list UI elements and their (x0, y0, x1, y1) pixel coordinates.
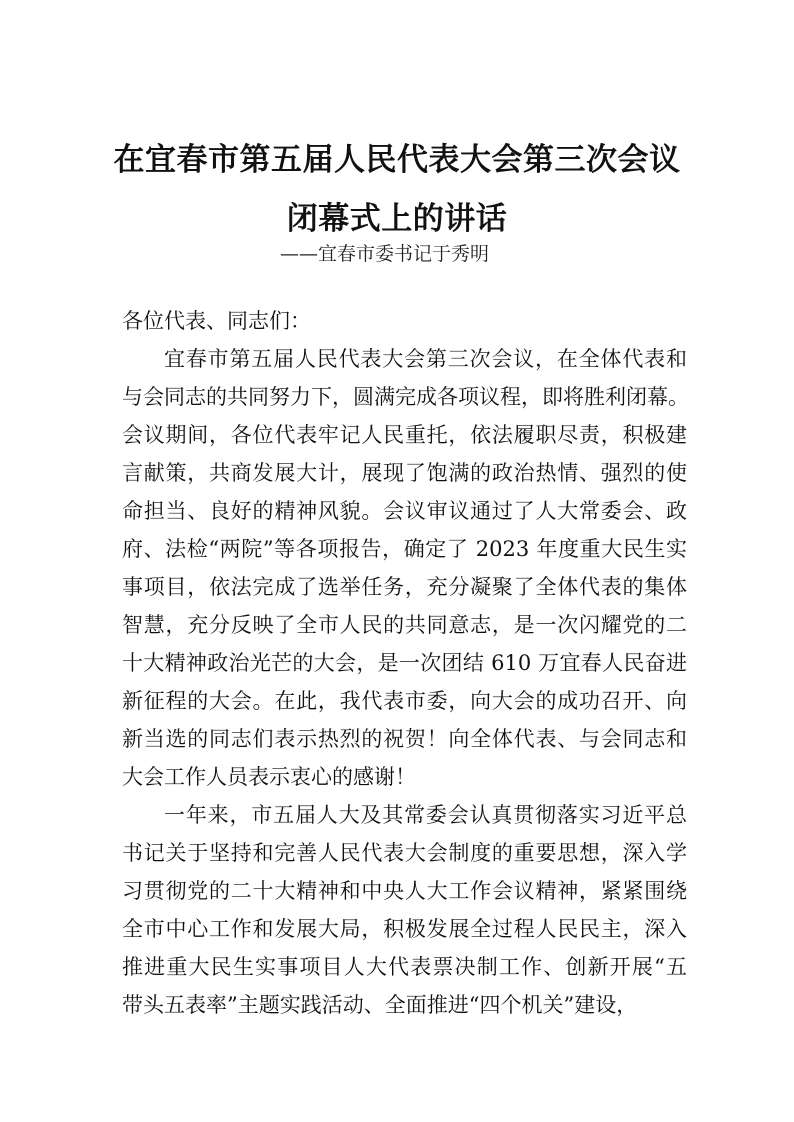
paragraph-line: 宜春市第五届人民代表大会第三次会议，在全体代表和 (164, 347, 687, 371)
paragraph-line: 新征程的大会。在此，我代表市委，向大会的成功召开、向 (122, 689, 687, 713)
paragraph-line: 书记关于坚持和完善人民代表大会制度的重要思想，深入学 (122, 841, 687, 865)
document-subtitle: ——宜春市委书记于秀明 (280, 243, 490, 265)
document-title-line-2: 闭幕式上的讲话 (286, 201, 508, 237)
paragraph-line: 与会同志的共同努力下，圆满完成各项议程，即将胜利闭幕。 (122, 385, 689, 409)
paragraph-line: 习贯彻党的二十大精神和中央人大工作会议精神，紧紧围绕 (122, 879, 687, 903)
paragraph-line: 新当选的同志们表示热烈的祝贺！向全体代表、与会同志和 (122, 727, 687, 751)
paragraph-line: 会议期间，各位代表牢记人民重托，依法履职尽责，积极建 (122, 423, 687, 447)
paragraph-line: 府、法检“两院”等各项报告，确定了 2023 年度重大民生实 (122, 537, 687, 561)
paragraph-line: 言献策，共商发展大计，展现了饱满的政治热情、强烈的使 (122, 461, 687, 485)
paragraph-line: 大会工作人员表示衷心的感谢！ (122, 765, 416, 789)
paragraph-line: 事项目，依法完成了选举任务，充分凝聚了全体代表的集体 (122, 575, 687, 599)
paragraph-line: 推进重大民生实事项目人大代表票决制工作、创新开展“五 (122, 955, 687, 979)
paragraph-line: 命担当、良好的精神风貌。会议审议通过了人大常委会、政 (122, 499, 687, 523)
document-title-line-1: 在宜春市第五届人民代表大会第三次会议 (113, 142, 681, 178)
paragraph-line: 十大精神政治光芒的大会，是一次团结 610 万宜春人民奋进 (122, 651, 687, 675)
paragraph-line: 智慧，充分反映了全市人民的共同意志，是一次闪耀党的二 (122, 613, 687, 637)
salutation: 各位代表、同志们： (122, 309, 311, 333)
paragraph-line: 带头五表率”主题实践活动、全面推进“四个机关”建设， (122, 993, 638, 1017)
paragraph-line: 全市中心工作和发展大局，积极发展全过程人民民主，深入 (122, 917, 687, 941)
paragraph-line: 一年来，市五届人大及其常委会认真贯彻落实习近平总 (164, 803, 687, 827)
